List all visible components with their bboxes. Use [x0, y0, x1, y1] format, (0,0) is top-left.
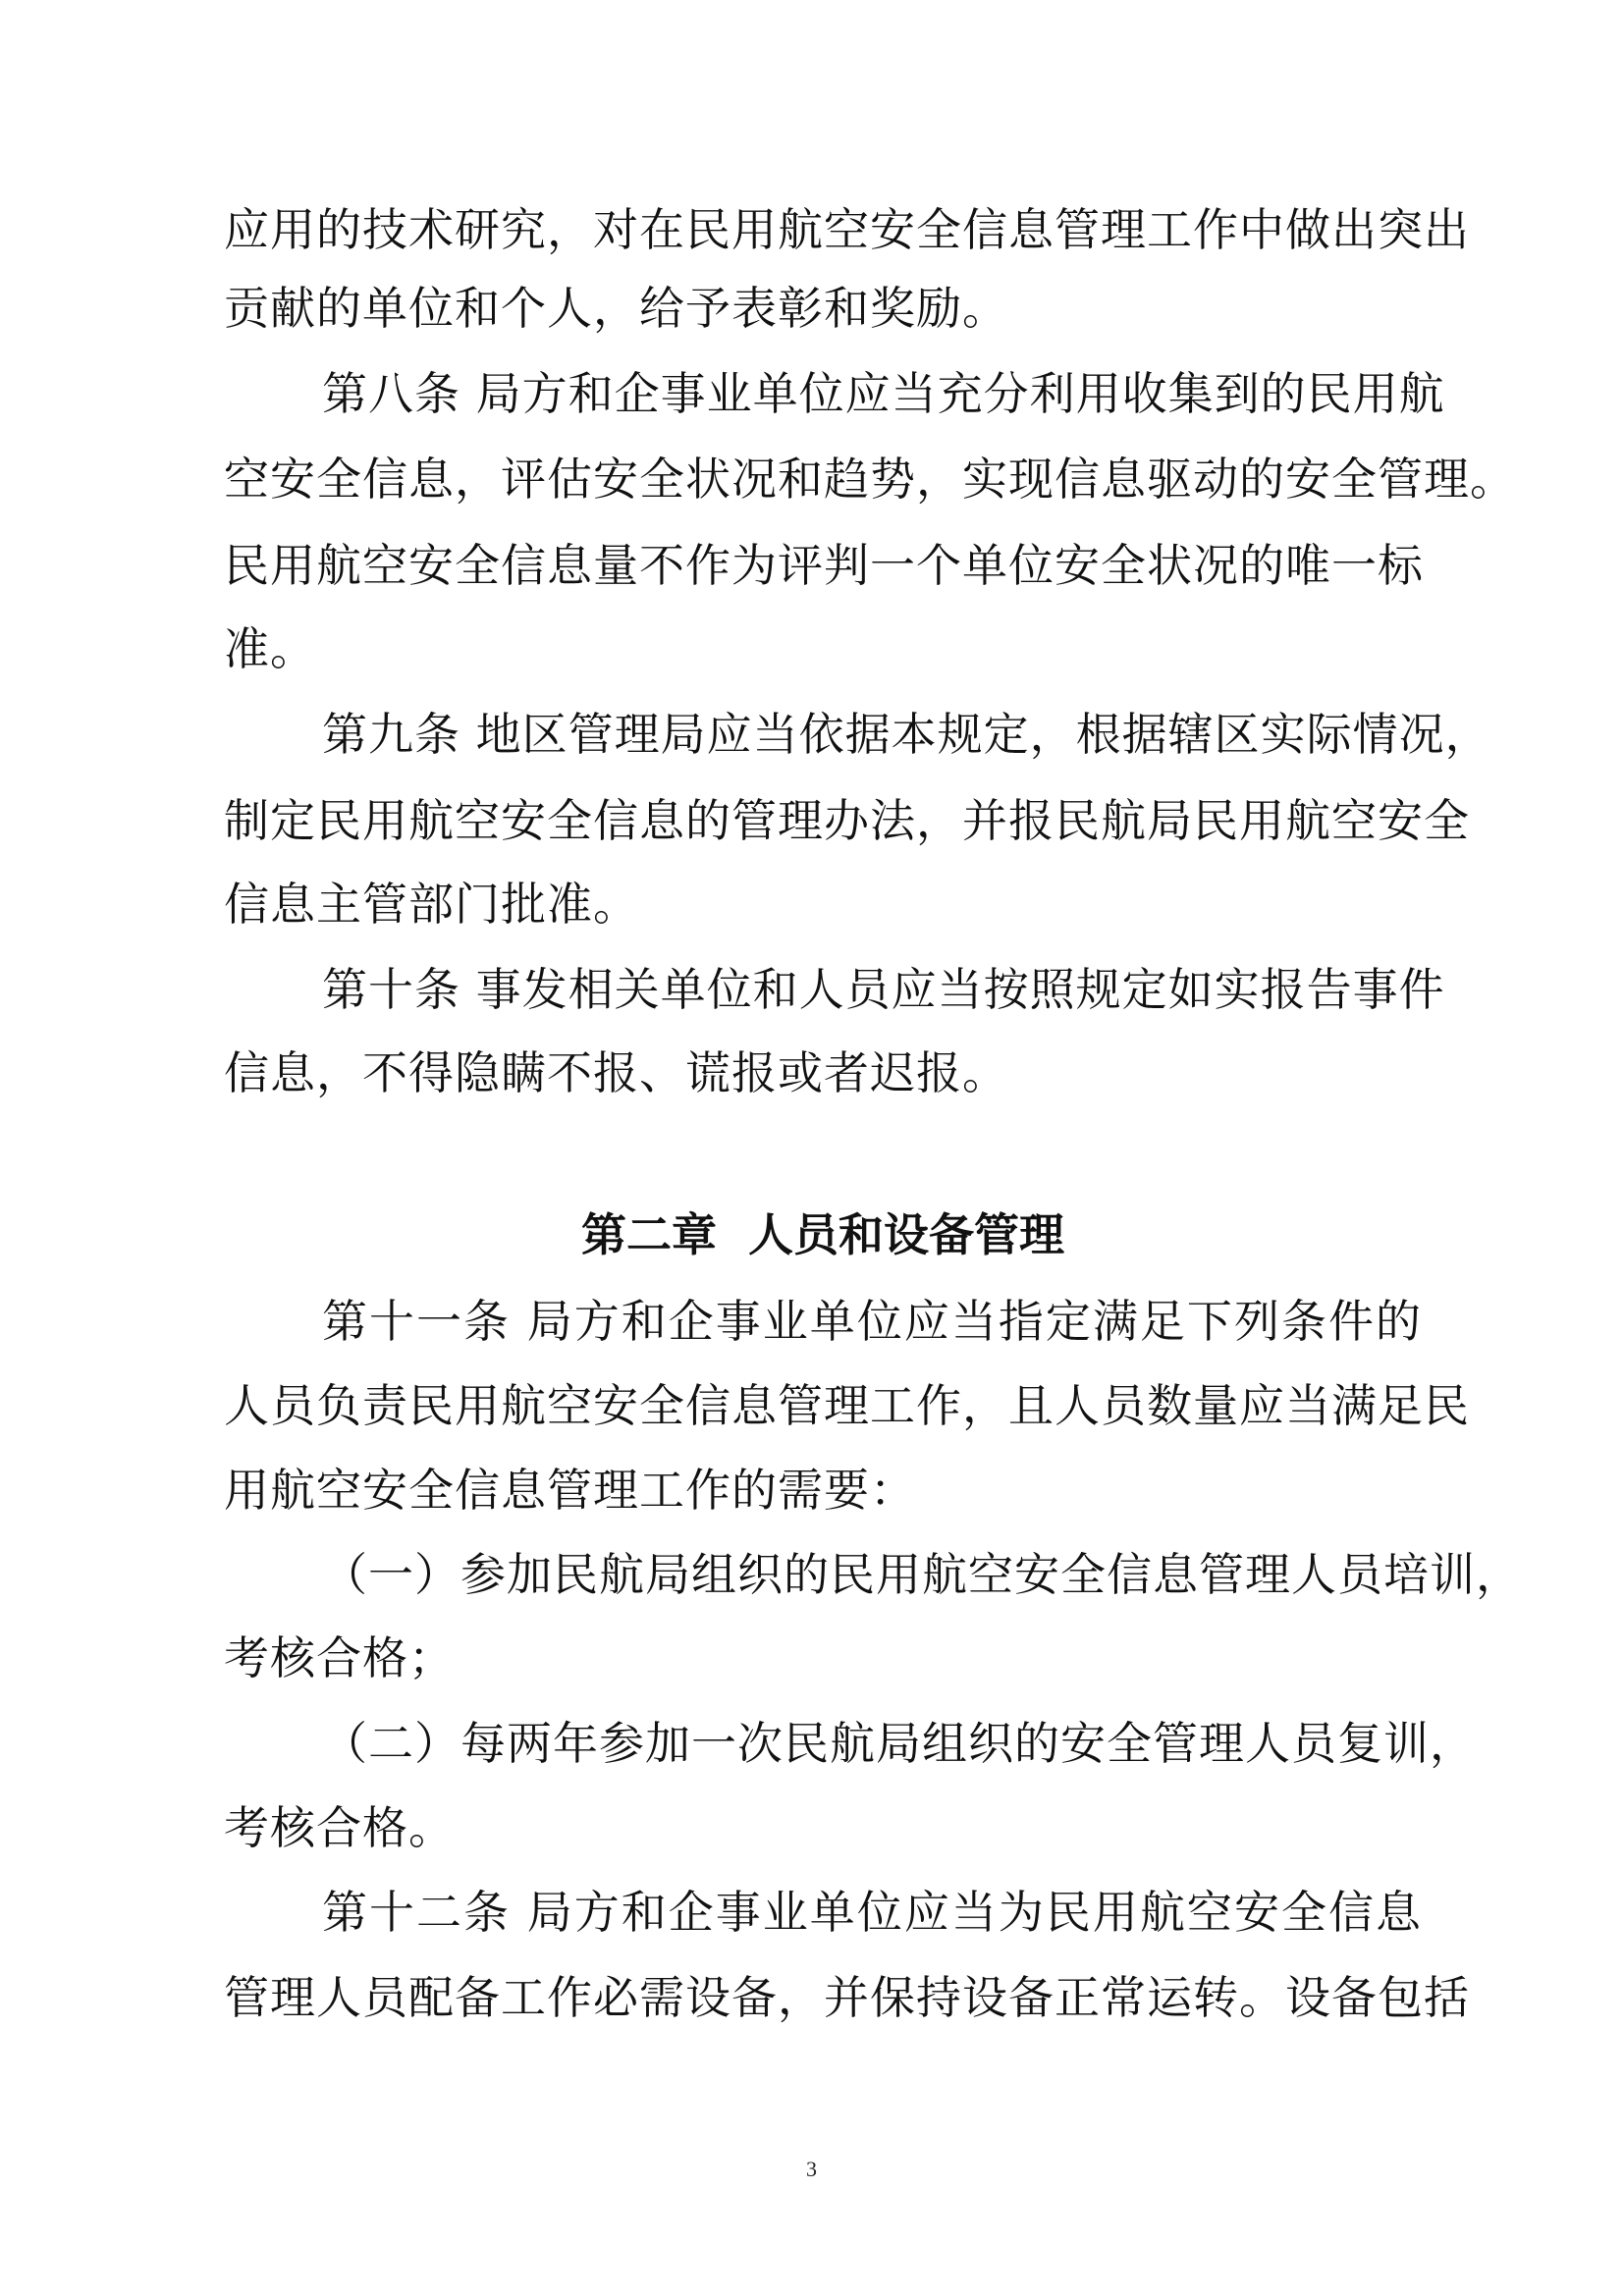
paragraph-line: 信息，不得隐瞒不报、谎报或者迟报。 [224, 1046, 1008, 1099]
list-item-1-line: （一）参加民航局组织的民用航空安全信息管理人员培训， [322, 1548, 1522, 1601]
list-item-2-line: （二）每两年参加一次民航局组织的安全管理人员复训， [322, 1717, 1476, 1770]
paragraph-line: 应用的技术研究，对在民用航空安全信息管理工作中做出突出 [224, 203, 1470, 256]
article-8-line: 第八条 局方和企事业单位应当充分利用收集到的民用航 [322, 367, 1445, 420]
page-number: 3 [806, 2157, 817, 2181]
paragraph-line: 考核合格； [224, 1631, 455, 1684]
paragraph-line: 用航空安全信息管理工作的需要： [224, 1464, 916, 1517]
article-12-line: 第十二条 局方和企事业单位应当为民用航空安全信息 [322, 1886, 1422, 1939]
paragraph-line: 制定民用航空安全信息的管理办法，并报民航局民用航空安全 [224, 794, 1470, 847]
paragraph-line: 考核合格。 [224, 1801, 455, 1854]
article-10-line: 第十条 事发相关单位和人员应当按照规定如实报告事件 [322, 963, 1445, 1016]
paragraph-line: 民用航空安全信息量不作为评判一个单位安全状况的唯一标 [224, 539, 1424, 592]
paragraph-line: 人员负责民用航空安全信息管理工作，且人员数量应当满足民 [224, 1379, 1470, 1432]
paragraph-line: 贡献的单位和个人，给予表彰和奖励。 [224, 282, 1008, 335]
paragraph-line: 信息主管部门批准。 [224, 878, 639, 931]
article-11-line: 第十一条 局方和企事业单位应当指定满足下列条件的 [322, 1295, 1422, 1348]
paragraph-line: 空安全信息，评估安全状况和趋势，实现信息驱动的安全管理。 [224, 453, 1516, 506]
paragraph-line: 准。 [224, 622, 316, 675]
chapter-title: 第二章 人员和设备管理 [580, 1208, 1065, 1261]
paragraph-line: 管理人员配备工作必需设备，并保持设备正常运转。设备包括 [224, 1971, 1470, 2024]
article-9-line: 第九条 地区管理局应当依据本规定，根据辖区实际情况， [322, 708, 1491, 761]
